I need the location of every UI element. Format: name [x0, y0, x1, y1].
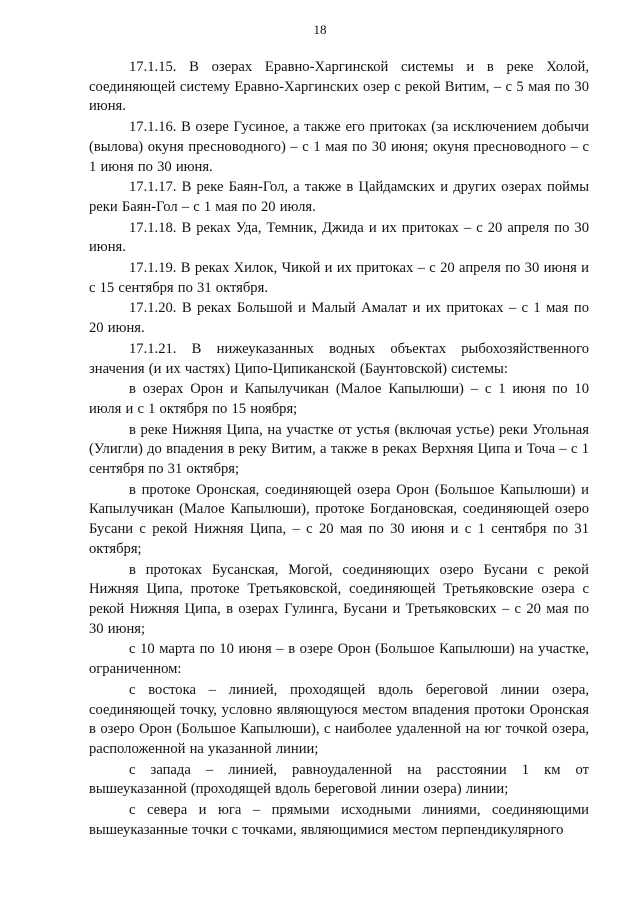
paragraph-oron-march-june: с 10 марта по 10 июня – в озере Орон (Большое Капылюши) на участке, ограниченном:: [89, 641, 589, 678]
paragraph-17-1-20: 17.1.20. В реках Большой и Малый Амалат и их притоках – с 1 мая по 20 июня.: [89, 300, 589, 337]
paragraph-17-1-19: 17.1.19. В реках Хилок, Чикой и их притоках – с 20 апреля по 30 июня и с 15 сентября по 31 октября.: [89, 260, 589, 296]
document-body: [89, 58, 589, 840]
paragraph-17-1-18: 17.1.18. В реках Уда, Темник, Джида и их притоках – с 20 апреля по 30 июня.: [89, 219, 589, 256]
paragraph-oronskaya-protoka: в протоке Оронская, соединяющей озера Орон (Большое Капылюши) и Капылучикан (Малое Капылюши), протоке Богдановская, соединяющей озеро Бусани с рекой Нижняя Ципа, – с 20 мая по 30 июня и с 1 сентября по 31 октября;: [89, 481, 589, 557]
paragraph-17-1-15: 17.1.15. В озерах Еравно-Харгинской системы и в реке Холой, соединяющей систему Еравно-Харгинских озер с рекой Витим, – с 5 мая по 30 июня.: [89, 59, 589, 115]
paragraph-west-boundary: с запада – линией, равноудаленной на расстоянии 1 км от вышеуказанной (проходящей вдоль береговой линии озера) линии;: [89, 761, 589, 798]
paragraph-north-south-boundary: с севера и юга – прямыми исходными линиями, соединяющими вышеуказанные точки с точками, являющимися местом перпендикулярного: [89, 802, 589, 838]
paragraph-17-1-21: 17.1.21. В нижеуказанных водных объектах рыбохозяйственного значения (и их частях) Ципо-Ципиканской (Баунтовской) системы:: [89, 340, 589, 377]
paragraph-east-boundary: с востока – линией, проходящей вдоль береговой линии озера, соединяющей точку, условно являющуюся местом впадения протоки Оронская в озеро Орон (Большое Капылюши), с наиболее удаленной на юг точкой озера, расположенной на указанной линии;: [89, 681, 589, 757]
page-number: 18: [313, 22, 327, 37]
paragraph-17-1-17: 17.1.17. В реке Баян-Гол, а также в Цайдамских и других озерах поймы реки Баян-Гол – с 1 мая по 20 июля.: [89, 179, 589, 215]
paragraph-nizhnyaya-tsipa: в реке Нижняя Ципа, на участке от устья (включая устье) реки Угольная (Улигли) до впадения в реку Витим, а также в реках Верхняя Ципа и Точа – с 1 сентября по 31 октября;: [89, 421, 589, 478]
paragraph-busanskaya-mogoy: в протоках Бусанская, Могой, соединяющих озеро Бусани с рекой Нижняя Ципа, протоке Третьяковской, соединяющей Третьяковские озера с рекой Нижняя Ципа, в озерах Гулинга, Бусани и Третьяковских – с 20 мая по 30 июня;: [89, 561, 589, 637]
paragraph-oron-kapyluchikan: в озерах Орон и Капылучикан (Малое Капылюши) – с 1 июня по 10 июля и с 1 октября по 15 ноября;: [89, 381, 589, 417]
paragraph-17-1-16: 17.1.16. В озере Гусиное, а также его притоках (за исключением добычи (вылова) окуня пресноводного) – с 1 мая по 30 июня; окуня пресноводного – с 1 июня по 30 июня.: [89, 119, 589, 175]
